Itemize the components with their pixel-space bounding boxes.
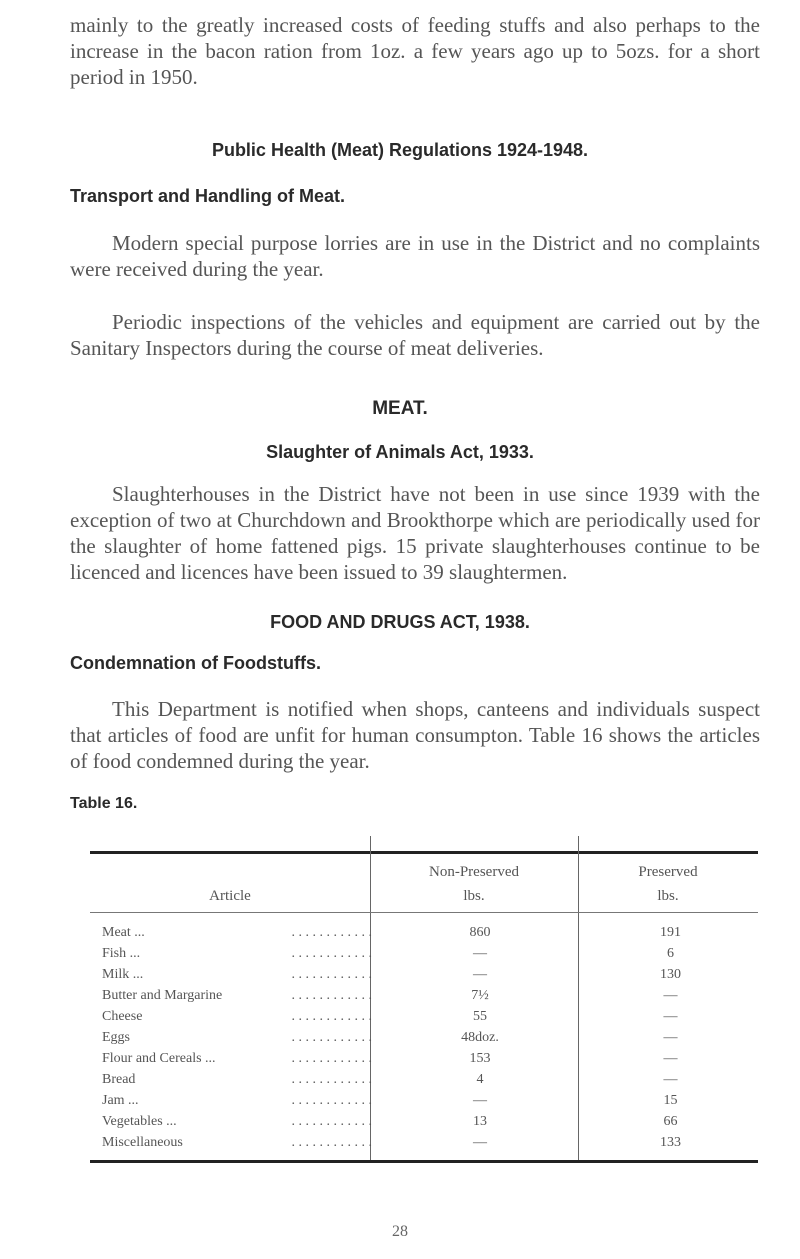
section-title-meat-regulations: Public Health (Meat) Regulations 1924-1948.	[211, 140, 589, 160]
row-meat-non-preserved: 860	[469, 925, 491, 940]
header-non-preserved-unit: lbs.	[463, 888, 485, 904]
condemnation-paragraph: This Department is notified when shops, canteens and individuals suspect that articles of food are unfit for human consumpton. Table 16 shows the articles of food condemned during the year.	[70, 697, 760, 773]
transport-paragraph-2: Periodic inspections of the vehicles and equipment are carried out by the Sanitary Inspectors during the course of meat deliveries.	[70, 310, 760, 360]
row-flour-article: Flour and Cereals ...	[102, 1051, 220, 1066]
row-bread-preserved: —	[663, 1072, 678, 1087]
row-leader: . . . . . . . . . . . .	[291, 1114, 372, 1129]
table-row-article	[102, 1071, 372, 1088]
row-leader: . . . . . . . . . . . .	[291, 1030, 372, 1045]
row-flour-non-preserved: 153	[469, 1051, 491, 1066]
table-row-article	[102, 1113, 372, 1130]
row-leader: . . . . . . . . . . . .	[291, 967, 372, 982]
table-row-article	[102, 945, 372, 962]
row-bread-non-preserved: 4	[476, 1072, 484, 1087]
row-leader: . . . . . . . . . . . .	[291, 1009, 372, 1024]
row-jam-preserved: 15	[663, 1093, 678, 1108]
table-bottom-rule	[90, 1160, 758, 1163]
row-eggs-article: Eggs	[102, 1030, 134, 1045]
table-row-article	[102, 1134, 372, 1151]
table-row-article	[102, 966, 372, 983]
row-butter-article: Butter and Margarine	[102, 988, 226, 1003]
row-vegetables-non-preserved: 13	[473, 1114, 487, 1129]
row-cheese-article: Cheese	[102, 1009, 146, 1024]
row-vegetables-article: Vegetables ...	[102, 1114, 181, 1129]
section-subtitle-transport: Transport and Handling of Meat.	[70, 186, 346, 206]
row-eggs-non-preserved: 48doz.	[461, 1030, 499, 1045]
row-miscellaneous-preserved: 133	[660, 1135, 681, 1150]
transport-paragraph-1: Modern special purpose lorries are in use in the District and no complaints were received during the year.	[70, 231, 760, 281]
row-eggs-preserved: —	[663, 1030, 678, 1045]
table-row-article	[102, 987, 372, 1004]
row-leader: . . . . . . . . . . . .	[291, 988, 372, 1003]
header-non-preserved: Non-Preserved	[429, 864, 519, 880]
row-miscellaneous-non-preserved: —	[473, 1135, 487, 1150]
section-title-food-drugs-act: FOOD AND DRUGS ACT, 1938.	[270, 612, 530, 632]
table-top-rule	[90, 851, 758, 854]
row-leader: . . . . . . . . . . . .	[291, 925, 372, 940]
section-subtitle-slaughter-act: Slaughter of Animals Act, 1933.	[266, 442, 534, 462]
row-leader: . . . . . . . . . . . .	[291, 1051, 372, 1066]
page-number: 28	[392, 1223, 408, 1240]
header-article: Article	[209, 888, 251, 904]
section-subtitle-condemnation: Condemnation of Foodstuffs.	[70, 653, 321, 673]
row-milk-preserved: 130	[660, 967, 681, 982]
header-preserved-unit: lbs.	[657, 888, 679, 904]
header-preserved: Preserved	[638, 864, 698, 880]
intro-paragraph: mainly to the greatly increased costs of feeding stuffs and also perhaps to the increase in the bacon ration from 1oz. a few years ago up to 5ozs. for a short period in 1950.	[70, 13, 760, 89]
row-jam-non-preserved: —	[473, 1093, 487, 1108]
row-butter-preserved: —	[663, 988, 678, 1003]
slaughterhouses-paragraph: Slaughterhouses in the District have not been in use since 1939 with the exception of two at Churchdown and Brookthorpe which are periodically used for the slaughter of home fattened pigs. 15 private slaughterhouses continue to be licenced and licences have been issued to 39 slaughtermen.	[70, 482, 760, 584]
row-meat-article: Meat ...	[102, 925, 149, 940]
row-meat-preserved: 191	[660, 925, 681, 940]
row-cheese-preserved: —	[663, 1009, 678, 1024]
table-header-rule	[90, 912, 758, 913]
row-fish-preserved: 6	[667, 946, 674, 961]
row-milk-article: Milk ...	[102, 967, 147, 982]
row-leader: . . . . . . . . . . . .	[291, 1072, 372, 1087]
row-leader: . . . . . . . . . . . .	[291, 946, 372, 961]
table-row-article	[102, 1050, 372, 1067]
table-row-article	[102, 1029, 372, 1046]
row-jam-article: Jam ...	[102, 1093, 143, 1108]
row-fish-article: Fish ...	[102, 946, 144, 961]
row-miscellaneous-article: Miscellaneous	[102, 1135, 187, 1150]
table-caption: Table 16.	[70, 795, 138, 812]
table-row-article	[102, 924, 372, 941]
table-row-article	[102, 1008, 372, 1025]
section-title-meat: MEAT.	[372, 398, 428, 419]
row-vegetables-preserved: 66	[663, 1114, 678, 1129]
row-milk-non-preserved: —	[473, 967, 487, 982]
table-row-article	[102, 1092, 372, 1109]
row-bread-article: Bread	[102, 1072, 139, 1087]
row-fish-non-preserved: —	[473, 946, 487, 961]
row-flour-preserved: —	[663, 1051, 678, 1066]
row-leader: . . . . . . . . . . . .	[291, 1093, 372, 1108]
row-butter-non-preserved: 7½	[471, 988, 489, 1003]
row-leader: . . . . . . . . . . . .	[291, 1135, 372, 1150]
row-cheese-non-preserved: 55	[473, 1009, 487, 1024]
